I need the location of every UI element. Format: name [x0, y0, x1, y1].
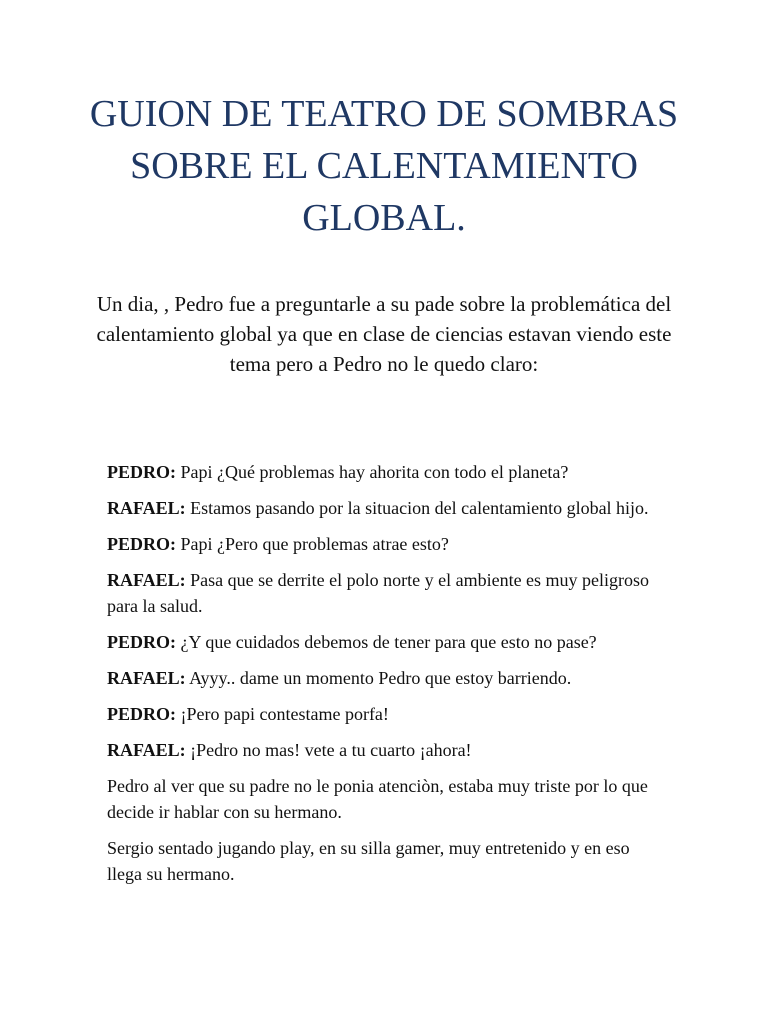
- title-line-2: SOBRE EL CALENTAMIENTO: [130, 145, 638, 187]
- narration-paragraph: Pedro al ver que su padre no le ponia atenciòn, estaba muy triste por lo que decide ir hablar con su hermano.: [107, 776, 648, 822]
- speaker-label: PEDRO:: [107, 704, 176, 724]
- dialogue-line: [107, 737, 667, 763]
- speaker-label: PEDRO:: [107, 534, 176, 554]
- dialogue-line: [107, 629, 667, 655]
- dialogue-line: [107, 495, 667, 521]
- dialogue-text: ¡Pero papi contestame porfa!: [176, 704, 389, 724]
- dialogue-line: [107, 531, 667, 557]
- dialogue-text: Estamos pasando por la situacion del calentamiento global hijo.: [185, 498, 649, 518]
- dialogue-text: ¿Y que cuidados debemos de tener para que esto no pase?: [176, 632, 597, 652]
- script-body: [107, 459, 667, 897]
- dialogue-text: ¡Pedro no mas! vete a tu cuarto ¡ahora!: [185, 740, 472, 760]
- speaker-label: RAFAEL:: [107, 570, 186, 590]
- dialogue-line: [107, 665, 667, 691]
- speaker-label: PEDRO:: [107, 462, 176, 482]
- dialogue-line: [107, 459, 667, 485]
- intro-paragraph: Un dia, , Pedro fue a preguntarle a su pade sobre la problemática del calentamiento global ya que en clase de ciencias estavan viendo este tema pero a Pedro no le quedo claro:: [96, 292, 672, 376]
- dialogue-line: [107, 701, 667, 727]
- dialogue-text: Papi ¿Qué problemas hay ahorita con todo el planeta?: [176, 462, 569, 482]
- title-line-3: GLOBAL.: [302, 197, 466, 239]
- document-title: [60, 88, 708, 244]
- speaker-label: RAFAEL:: [107, 498, 186, 518]
- speaker-label: PEDRO:: [107, 632, 176, 652]
- dialogue-text: Ayyy.. dame un momento Pedro que estoy barriendo.: [185, 668, 572, 688]
- title-line-1: GUION DE TEATRO DE SOMBRAS: [89, 93, 679, 135]
- dialogue-text: Pasa que se derrite el polo norte y el ambiente es muy peligroso para la salud.: [107, 570, 650, 616]
- speaker-label: RAFAEL:: [107, 668, 186, 688]
- dialogue-line: [107, 567, 667, 619]
- speaker-label: RAFAEL:: [107, 740, 186, 760]
- narration-paragraph: Sergio sentado jugando play, en su silla gamer, muy entretenido y en eso llega su hermano.: [107, 838, 630, 884]
- dialogue-text: Papi ¿Pero que problemas atrae esto?: [176, 534, 449, 554]
